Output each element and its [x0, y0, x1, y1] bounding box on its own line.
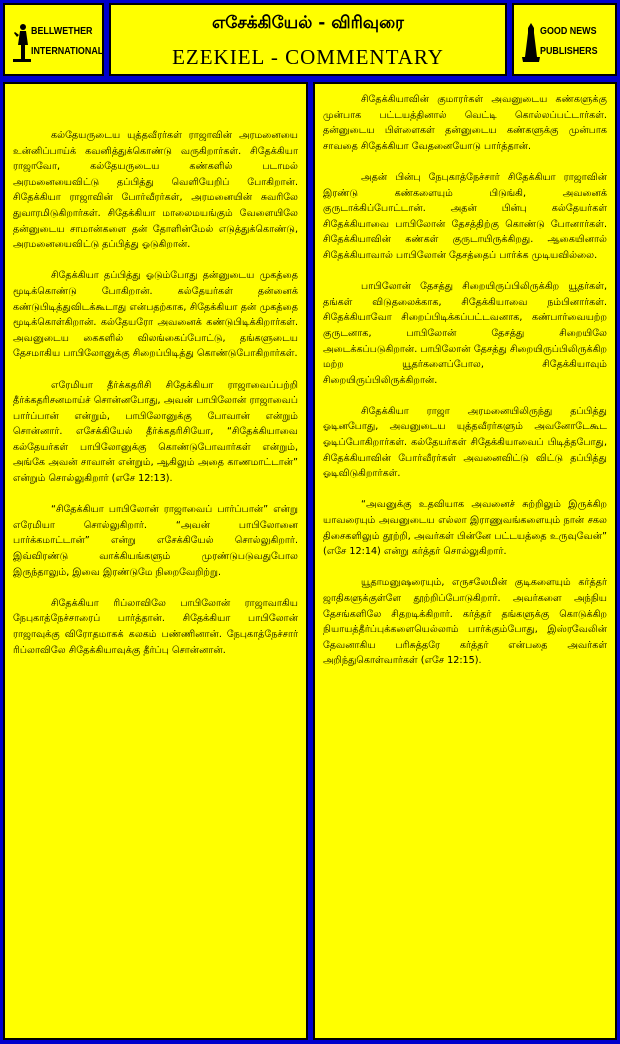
paragraph: சிதேக்கியா ரிப்லாவிலே பாபிலோன் ராஜாவாகிய நேபுகாத்நேச்சாரைப் பார்த்தான். சிதேக்கியா பாபிலோன் ராஜாவுக்கு விரோதமாகக் கலகம் பண்ணினான். நேபுகாத்நேச்சார் ரிப்லாவிலே சிதேக்கியாவுக்கு தீர்ப்பு சொன்னான்.	[13, 597, 298, 656]
paragraph: எரேமியா தீர்க்கதரிசி சிதேக்கியா ராஜாவைப்பற்றி தீர்க்கதரிசனமாய்ச் சொன்னபோது, அவன் பாபிலோன் ராஜாவைப் பார்ப்பான் என்றும், பாபிலோனுக்கு போவான் என்றும் சொன்னார். எசேக்கியேல் தீர்க்கதரிசியோ, “சிதேக்கியாவை கல்தேயர்கள் பாபிலோனுக்கு கொண்டுபோவார்கள் என்றும், அங்கே அவன் சாவான் என்றும், ஆகிலும் அதை காணமாட்டான்” என்றும் சொல்லுகிறார் (எசே 12:13).	[13, 379, 298, 485]
title-box	[109, 3, 507, 76]
paragraph: கல்தேயருடைய யுத்தவீரர்கள் ராஜாவின் அரமனையை உன்னிப்பாய்க் கவனித்துக்கொண்டு வருகிறார்கள். சிதேக்கியா ராஜாவோ, கல்தேயருடைய கண்களில் படாமல் அரமனையைவிட்டு தப்பித்து வெளியேறிப் போகிறான். சிதேக்கியா ராஜாவின் போர்வீரர்கள், அரமனையின் சுவரிலே துவாரமிடுகிறார்கள். சிதேக்கியா மாலைமயங்கும் வேளையிலே தன்னுடைய சாமான்களை தன் தோளின்மேல் எடுத்துக்கொண்டு, அரமனையைவிட்டு தப்பித்து ஓடுகிறான்.	[13, 130, 298, 251]
right-column	[313, 82, 617, 1040]
good-news-logo	[512, 3, 617, 76]
paragraph: “அவனுக்கு உதவியாக அவனைச் சுற்றிலும் இருக்கிற யாவரையும் அவனுடைய எல்லா இராணுவங்களையும் நான் சகல திசைகளிலும் தூற்றி, அவர்கள் பின்னே பட்டயத்தை உருவுவேன்” (எசே 12:14) என்று கர்த்தர் சொல்லுகிறார்.	[323, 499, 607, 558]
paragraph: “சிதேக்கியா பாபிலோன் ராஜாவைப் பார்ப்பான்” என்று எரேமியா சொல்லுகிறார். “அவன் பாபிலோனை பார்க்கமாட்டான்” என்று எசேக்கியேல் சொல்லுகிறார். இவ்விரண்டு வாக்கியங்களும் முரண்டுபடுவதுபோல இருந்தாலும், இவை இரண்டுமே நிறைவேறிற்று.	[13, 504, 298, 578]
title-english: EZEKIEL - COMMENTARY	[172, 45, 444, 69]
paragraph: சிதேக்கியாவின் குமாரர்கள் அவனுடைய கண்களுக்கு முன்பாக பட்டயத்தினால் வெட்டி கொல்லப்பட்டார்கள். தன்னுடைய பிள்ளைகள் தன்னுடைய கண்களுக்கு முன்பாக சாவதை சிதேக்கியா வேதனையோடு பார்த்தான்.	[323, 94, 607, 152]
paragraph: பாபிலோன் தேசத்து சிறையிருப்பிலிருக்கிற யூதர்கள், தங்கள் விடுதலைக்காக, சிதேக்கியாவை நம்பினார்கள். சிதேக்கியாவோ சிறைப்பிடிக்கப்பட்டவனாக, கண்பார்வையற்ற குருடனாக, பாபிலோன் தேசத்து சிறையிலே அடைக்கப்படுகிறான். பாபிலோன் தேசத்து சிறையிருப்பிலிருக்கிற மற்ற யூதர்களைப்போல, சிதேக்கியாவும் சிறையிருப்பிலிருக்கிறான்.	[323, 281, 607, 386]
lighthouse-icon	[522, 23, 540, 63]
bellwether-logo-line-2: INTERNATIONAL	[31, 45, 104, 57]
bellwether-logo-line-1: BELLWETHER	[31, 25, 93, 37]
bellwether-logo	[3, 3, 104, 76]
title-tamil: எசேக்கியேல் - விரிவுரை	[212, 13, 404, 33]
good-news-logo-line-2: PUBLISHERS	[540, 45, 598, 57]
paragraph: யூதாமனுஷரையும், எருசலேமின் குடிகளையும் கர்த்தர் ஜாதிகளுக்குள்ளே தூற்றிப்போடுகிறார். அவர்களை அந்நிய தேசங்களிலே சிதறடிக்கிறார். கர்த்தர் தங்களுக்கு கொடுக்கிற நியாயத்தீர்ப்புக்களையெல்லாம் பார்க்கும்போது, இஸ்ரவேலின் தேவனாகிய பரிசுத்தரே கர்த்தர் என்பதை அவர்கள் அறிந்துகொள்வார்கள் (எசே 12:15).	[323, 577, 607, 667]
paragraph: அதன் பின்பு நேபுகாத்நேச்சார் சிதேக்கியா ராஜாவின் இரண்டு கண்களையும் பிடுங்கி, அவனைக் குருடாக்கிப்போட்டான். அதன் பின்பு கல்தேயர்கள் சிதேக்கியாவை பாபிலோன் தேசத்திற்கு கொண்டு போனார்கள். சிதேக்கியாவின் கண்கள் குருடாயிருக்கிறது. ஆகையினால் சிதேக்கியாவால் பாபிலோன் தேசத்தைப் பார்க்க முடியவில்லை.	[323, 171, 607, 261]
paragraph: சிதேக்கியா ராஜா அரமனையிலிருந்து தப்பித்து ஓடினபோது, அவனுடைய யுத்தவீரர்களும் அவனோடேகூட ஓடிப்போகிறார்கள். கல்தேயர்கள் சிதேக்கியாவைப் பிடித்தபோது, சிதேக்கியாவின் போர்வீரர்கள் அவனைவிட்டு விட்டு தப்பித்து ஓடிவிடுகிறார்கள்.	[323, 405, 607, 480]
good-news-logo-line-1: GOOD NEWS	[540, 25, 597, 37]
page-header	[0, 0, 620, 78]
paragraph: சிதேக்கியா தப்பித்து ஓடும்போது தன்னுடைய முகத்தை மூடிக்கொண்டு போகிறான். கல்தேயர்கள் தன்னைக் கண்டுபிடித்துவிடக்கூடாது என்பதற்காக, சிதேக்கியா தன் முகத்தை மூடிக்கொள்கிறான். கல்தேயரோ அவனைக் கண்டுபிடிக்கிறார்கள். அவனுடைய கைகளில் விலங்கைப்போட்டு, தங்களுடைய தேசமாகிய பாபிலோனுக்கு சிறைப்பிடித்து கொண்டுபோகிறார்கள்.	[13, 270, 298, 360]
bellwether-figure-icon	[13, 23, 31, 63]
left-column	[3, 82, 308, 1040]
